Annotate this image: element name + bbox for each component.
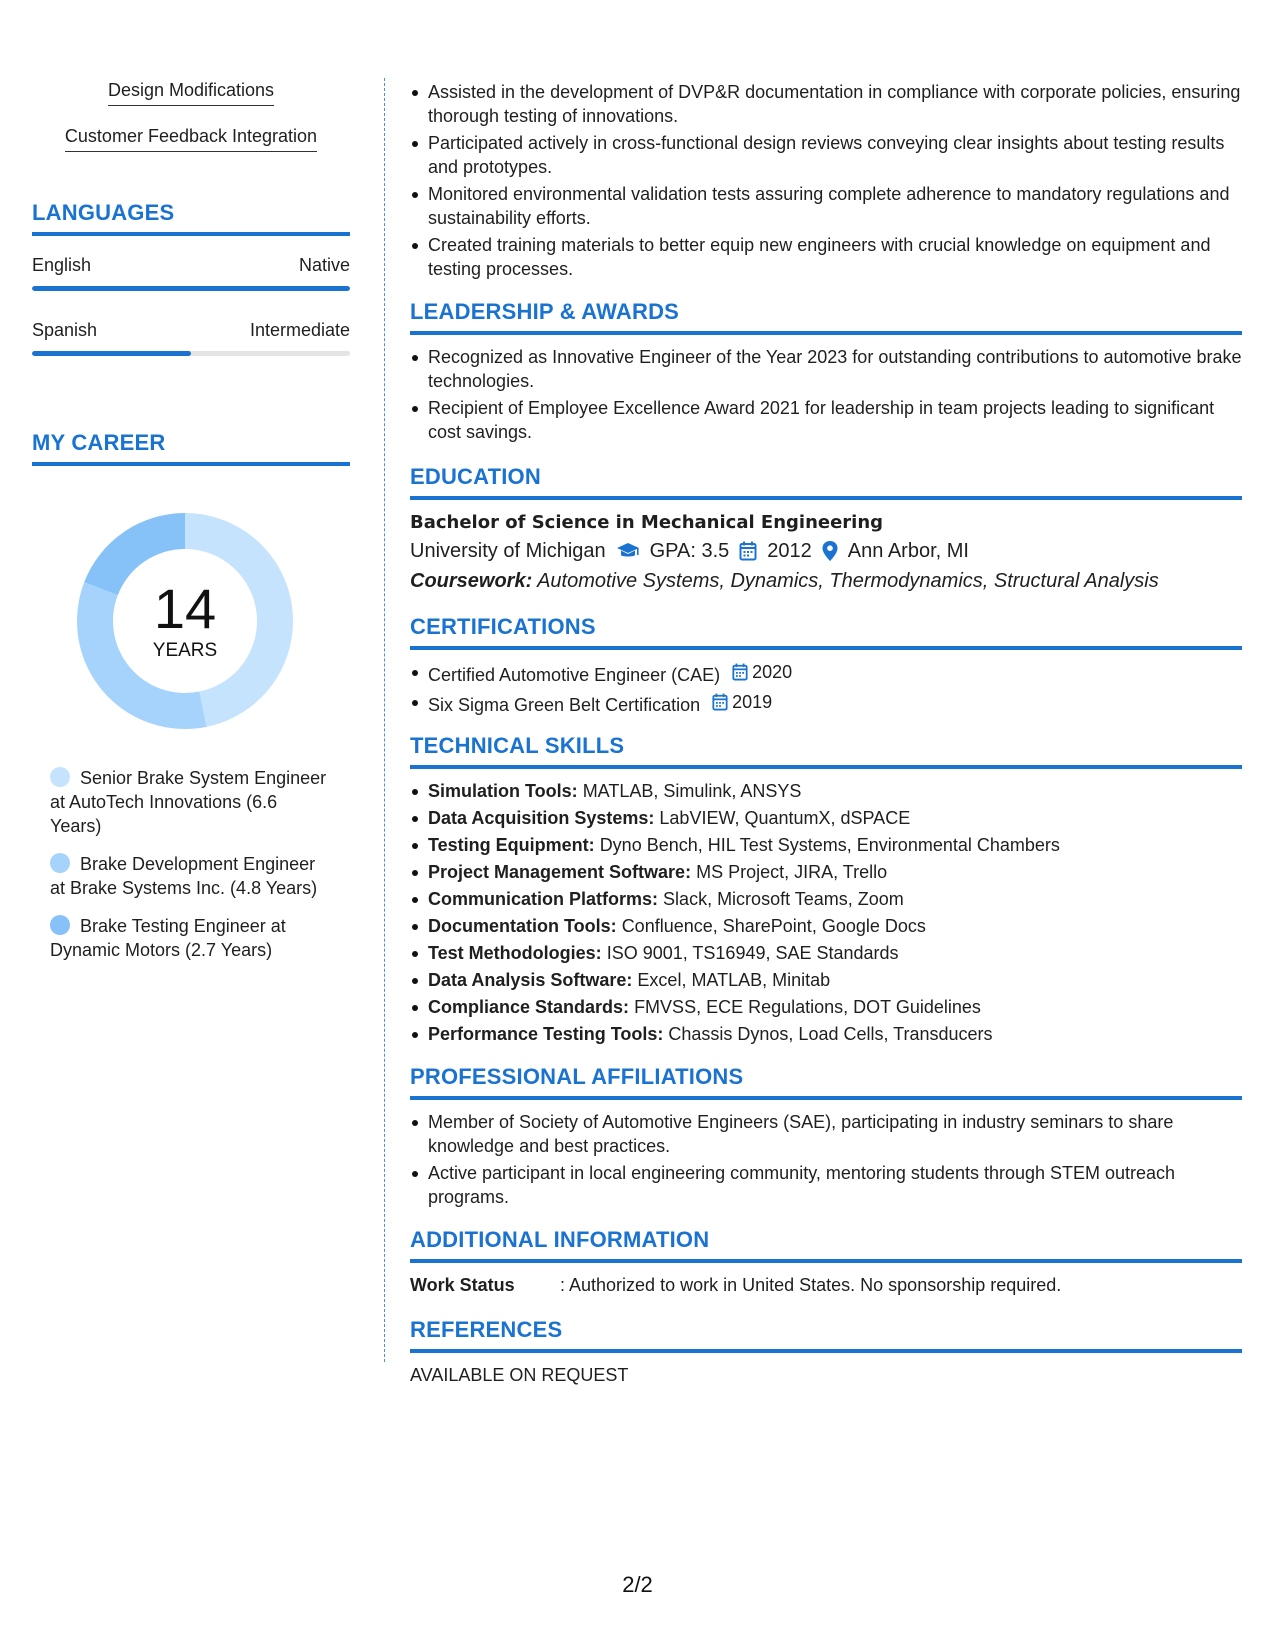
legend-dot-icon bbox=[50, 915, 70, 935]
leadership-list bbox=[410, 345, 1242, 444]
career-total-years: 14 bbox=[153, 577, 217, 640]
graduation-cap-icon bbox=[616, 542, 640, 560]
certification-year: 2020 bbox=[752, 662, 793, 682]
work-status-label: Work Status bbox=[410, 1275, 515, 1295]
technical-skills-list bbox=[410, 779, 1242, 1046]
sidebar bbox=[32, 78, 350, 976]
skill-value: MATLAB, Simulink, ANSYS bbox=[582, 781, 802, 801]
experience-bullet: Created training materials to better equip new engineers with crucial knowledge on equipment and testing processes. bbox=[410, 233, 1242, 281]
education-details bbox=[410, 536, 1242, 566]
skill-item bbox=[410, 779, 1242, 803]
language-name: Spanish bbox=[32, 320, 98, 340]
skill-label: Communication Platforms: bbox=[428, 889, 659, 909]
certification-name: Certified Automotive Engineer (CAE) bbox=[428, 665, 721, 685]
experience-bullet: Assisted in the development of DVP&R documentation in compliance with corporate policies, ensuring thorough testing of innovations. bbox=[410, 80, 1242, 128]
skill-value: LabVIEW, QuantumX, dSPACE bbox=[659, 808, 911, 828]
skill-item bbox=[410, 941, 1242, 965]
skill-value: Excel, MATLAB, Minitab bbox=[637, 970, 831, 990]
page-number: 2/2 bbox=[622, 1572, 653, 1597]
leadership-heading: LEADERSHIP & AWARDS bbox=[410, 299, 1242, 335]
skill-label: Data Acquisition Systems: bbox=[428, 808, 655, 828]
skill-item bbox=[410, 806, 1242, 830]
career-years-label: YEARS bbox=[152, 640, 218, 661]
skill-item bbox=[410, 995, 1242, 1019]
technical-skills-heading: TECHNICAL SKILLS bbox=[410, 733, 1242, 769]
education-year: 2012 bbox=[767, 540, 812, 562]
coursework-label: Coursework: bbox=[410, 570, 533, 592]
career-legend-item bbox=[50, 852, 330, 900]
legend-dot-icon bbox=[50, 853, 70, 873]
experience-bullet: Participated actively in cross-functional design reviews conveying clear insights about testing results and prototypes. bbox=[410, 131, 1242, 179]
references-heading: REFERENCES bbox=[410, 1317, 1242, 1353]
affiliations-list bbox=[410, 1110, 1242, 1209]
language-proficiency-bar bbox=[32, 286, 350, 291]
certifications-list bbox=[410, 660, 1242, 717]
location-pin-icon bbox=[822, 541, 838, 561]
career-donut-chart bbox=[70, 506, 300, 736]
leadership-item: Recognized as Innovative Engineer of the Year 2023 for outstanding contributions to automotive brake technologies. bbox=[410, 345, 1242, 393]
affiliation-item: Active participant in local engineering community, mentoring students through STEM outreach programs. bbox=[410, 1161, 1242, 1209]
skill-label: Documentation Tools: bbox=[428, 916, 617, 936]
career-legend-text: Senior Brake System Engineer at AutoTech Innovations (6.6 Years) bbox=[50, 768, 327, 836]
languages-heading: LANGUAGES bbox=[32, 200, 350, 236]
skill-value: FMVSS, ECE Regulations, DOT Guidelines bbox=[634, 997, 981, 1017]
skill-label: Testing Equipment: bbox=[428, 835, 595, 855]
education-heading: EDUCATION bbox=[410, 464, 1242, 500]
language-level: Native bbox=[298, 255, 350, 275]
education-coursework bbox=[410, 566, 1242, 596]
work-status-value: : Authorized to work in United States. No sponsorship required. bbox=[560, 1275, 1062, 1295]
skill-tag: Customer Feedback Integration bbox=[65, 124, 317, 152]
skill-value: Confluence, SharePoint, Google Docs bbox=[621, 916, 926, 936]
experience-bullet: Monitored environmental validation tests assuring complete adherence to mandatory regulations and sustainability efforts. bbox=[410, 182, 1242, 230]
affiliations-heading: PROFESSIONAL AFFILIATIONS bbox=[410, 1064, 1242, 1100]
work-status-row bbox=[410, 1273, 1242, 1297]
skill-tag: Design Modifications bbox=[108, 78, 274, 106]
legend-dot-icon bbox=[50, 767, 70, 787]
education-location: Ann Arbor, MI bbox=[847, 540, 969, 562]
skill-label: Test Methodologies: bbox=[428, 943, 602, 963]
language-proficiency-fill bbox=[32, 351, 191, 356]
skill-value: MS Project, JIRA, Trello bbox=[696, 862, 888, 882]
calendar-icon bbox=[739, 541, 757, 561]
skill-value: Slack, Microsoft Teams, Zoom bbox=[663, 889, 904, 909]
column-divider bbox=[384, 78, 385, 1362]
skill-item bbox=[410, 833, 1242, 857]
language-item bbox=[32, 254, 350, 291]
certification-item bbox=[410, 690, 1242, 717]
skill-label: Performance Testing Tools: bbox=[428, 1024, 664, 1044]
skill-label: Compliance Standards: bbox=[428, 997, 630, 1017]
language-level: Intermediate bbox=[249, 320, 350, 340]
skill-item bbox=[410, 968, 1242, 992]
career-legend-item bbox=[50, 914, 330, 962]
skill-value: Dyno Bench, HIL Test Systems, Environmental Chambers bbox=[599, 835, 1060, 855]
skill-label: Simulation Tools: bbox=[428, 781, 578, 801]
additional-info-heading: ADDITIONAL INFORMATION bbox=[410, 1227, 1242, 1263]
affiliation-item: Member of Society of Automotive Engineers (SAE), participating in industry seminars to share knowledge and best practices. bbox=[410, 1110, 1242, 1158]
education-gpa: GPA: 3.5 bbox=[649, 540, 730, 562]
education-school: University of Michigan bbox=[410, 540, 606, 562]
career-legend-text: Brake Testing Engineer at Dynamic Motors (2.7 Years) bbox=[50, 916, 286, 960]
calendar-icon bbox=[712, 693, 728, 711]
certification-year: 2019 bbox=[732, 692, 773, 712]
language-proficiency-bar bbox=[32, 351, 350, 356]
career-legend-item bbox=[50, 766, 330, 838]
language-item bbox=[32, 319, 350, 356]
skill-label: Project Management Software: bbox=[428, 862, 692, 882]
certifications-heading: CERTIFICATIONS bbox=[410, 614, 1242, 650]
certification-name: Six Sigma Green Belt Certification bbox=[428, 695, 701, 715]
skill-item bbox=[410, 914, 1242, 938]
coursework-list: Automotive Systems, Dynamics, Thermodynamics, Structural Analysis bbox=[537, 570, 1159, 592]
calendar-icon bbox=[732, 663, 748, 681]
skill-label: Data Analysis Software: bbox=[428, 970, 633, 990]
career-legend bbox=[32, 766, 350, 962]
skill-value: Chassis Dynos, Load Cells, Transducers bbox=[668, 1024, 993, 1044]
references-text: AVAILABLE ON REQUEST bbox=[410, 1365, 629, 1385]
main-content bbox=[410, 80, 1242, 1387]
career-heading: MY CAREER bbox=[32, 430, 350, 466]
skill-value: ISO 9001, TS16949, SAE Standards bbox=[606, 943, 899, 963]
career-legend-text: Brake Development Engineer at Brake Systems Inc. (4.8 Years) bbox=[50, 854, 318, 898]
skill-item bbox=[410, 887, 1242, 911]
skill-item bbox=[410, 860, 1242, 884]
leadership-item: Recipient of Employee Excellence Award 2021 for leadership in team projects leading to significant cost savings. bbox=[410, 396, 1242, 444]
language-proficiency-fill bbox=[32, 286, 350, 291]
certification-item bbox=[410, 660, 1242, 687]
skill-item bbox=[410, 1022, 1242, 1046]
language-name: English bbox=[32, 255, 92, 275]
education-degree: Bachelor of Science in Mechanical Engineering bbox=[410, 512, 884, 533]
experience-bullets bbox=[410, 80, 1242, 281]
